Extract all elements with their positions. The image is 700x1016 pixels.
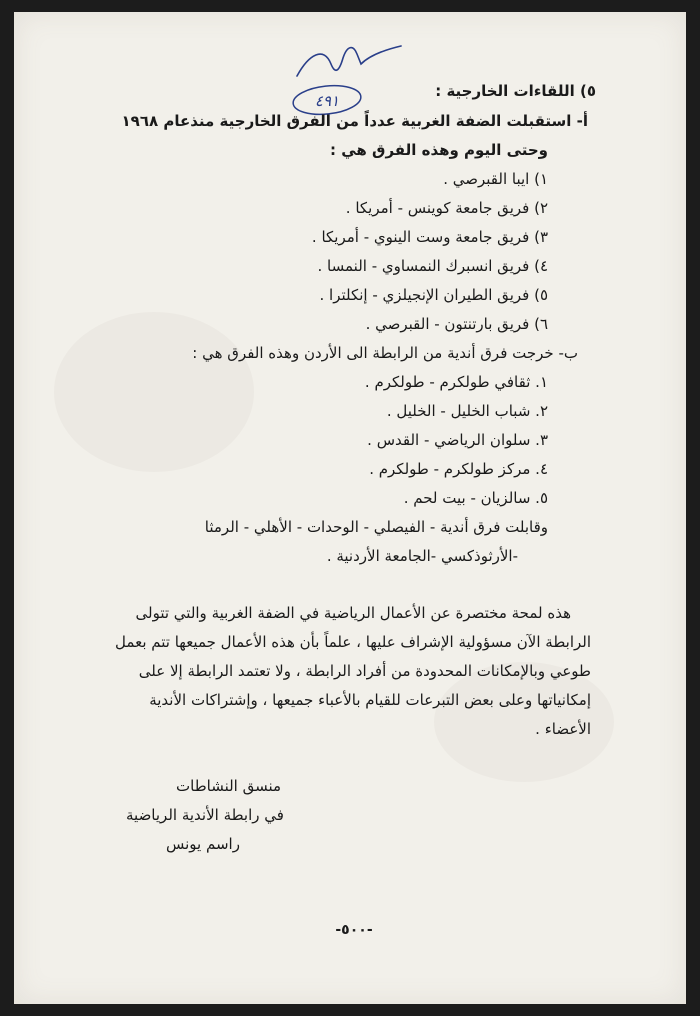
part-a-team-item: ٤) فريق انسبرك النمساوي - النمسا . bbox=[317, 257, 548, 275]
part-b-team-item: ٣. سلوان الرياضي - القدس . bbox=[367, 431, 548, 449]
part-a-team-item: ٥) فريق الطيران الإنجيلزي - إنكلترا . bbox=[319, 286, 548, 304]
part-b-team-item: ١. ثقافي طولكرم - طولكرم . bbox=[364, 373, 548, 391]
part-b-met-line2: -الأرثوذكسي -الجامعة الأردنية . bbox=[326, 547, 518, 565]
part-b-intro: ب- خرجت فرق أندية من الرابطة الى الأردن وهذه الفرق هي : bbox=[192, 344, 578, 362]
summary-line: طوعي وبالإمكانات المحدودة من أفراد الرابطة ، ولا تعتمد الرابطة إلا على bbox=[138, 662, 591, 680]
archive-mark-text: ٤٩١ bbox=[314, 92, 340, 110]
summary-line: هذه لمحة مختصرة عن الأعمال الرياضية في الضفة الغربية والتي تتولى bbox=[135, 604, 571, 622]
part-a-team-item: ٢) فريق جامعة كوينس - أمريكا . bbox=[345, 199, 548, 217]
signature-title-line2: في رابطة الأندية الرياضية bbox=[126, 806, 284, 824]
part-b-met-line1: وقابلت فرق أندية - الفيصلي - الوحدات - الأهلي - الرمثا bbox=[204, 518, 548, 536]
part-b-team-item: ٥. سالزيان - بيت لحم . bbox=[403, 489, 548, 507]
signature-title-line1: منسق النشاطات bbox=[176, 777, 282, 795]
part-a-team-item: ٣) فريق جامعة وست الينوي - أمريكا . bbox=[311, 228, 548, 246]
part-b-team-item: ٢. شباب الخليل - الخليل . bbox=[386, 402, 548, 420]
summary-line: الرابطة الآن مسؤولية الإشراف عليها ، علماً بأن هذه الأعمال جميعها تتم بعمل bbox=[115, 633, 591, 651]
part-a-intro-line2: وحتى اليوم وهذه الفرق هي : bbox=[330, 141, 548, 159]
part-a-intro-line1: أ- استقبلت الضفة الغربية عدداً من الفرق الخارجية منذعام ١٩٦٨ bbox=[121, 112, 588, 130]
paper-stain bbox=[54, 312, 254, 472]
part-b-team-item: ٤. مركز طولكرم - طولكرم . bbox=[369, 460, 548, 478]
summary-line: الأعضاء . bbox=[535, 720, 591, 738]
section-heading: ٥) اللقاءات الخارجية : bbox=[435, 82, 596, 100]
page-number: -٥٠٠- bbox=[335, 922, 373, 938]
document-page bbox=[14, 12, 686, 1004]
part-a-team-item: ٦) فريق بارتنتون - القبرصي . bbox=[365, 315, 548, 333]
summary-line: إمكانياتها وعلى بعض التبرعات للقيام بالأعباء جميعها ، وإشتراكات الأندية bbox=[149, 691, 591, 709]
part-a-team-item: ١) ايبا القبرصي . bbox=[443, 170, 548, 188]
signature-name: راسم يونس bbox=[166, 835, 240, 853]
